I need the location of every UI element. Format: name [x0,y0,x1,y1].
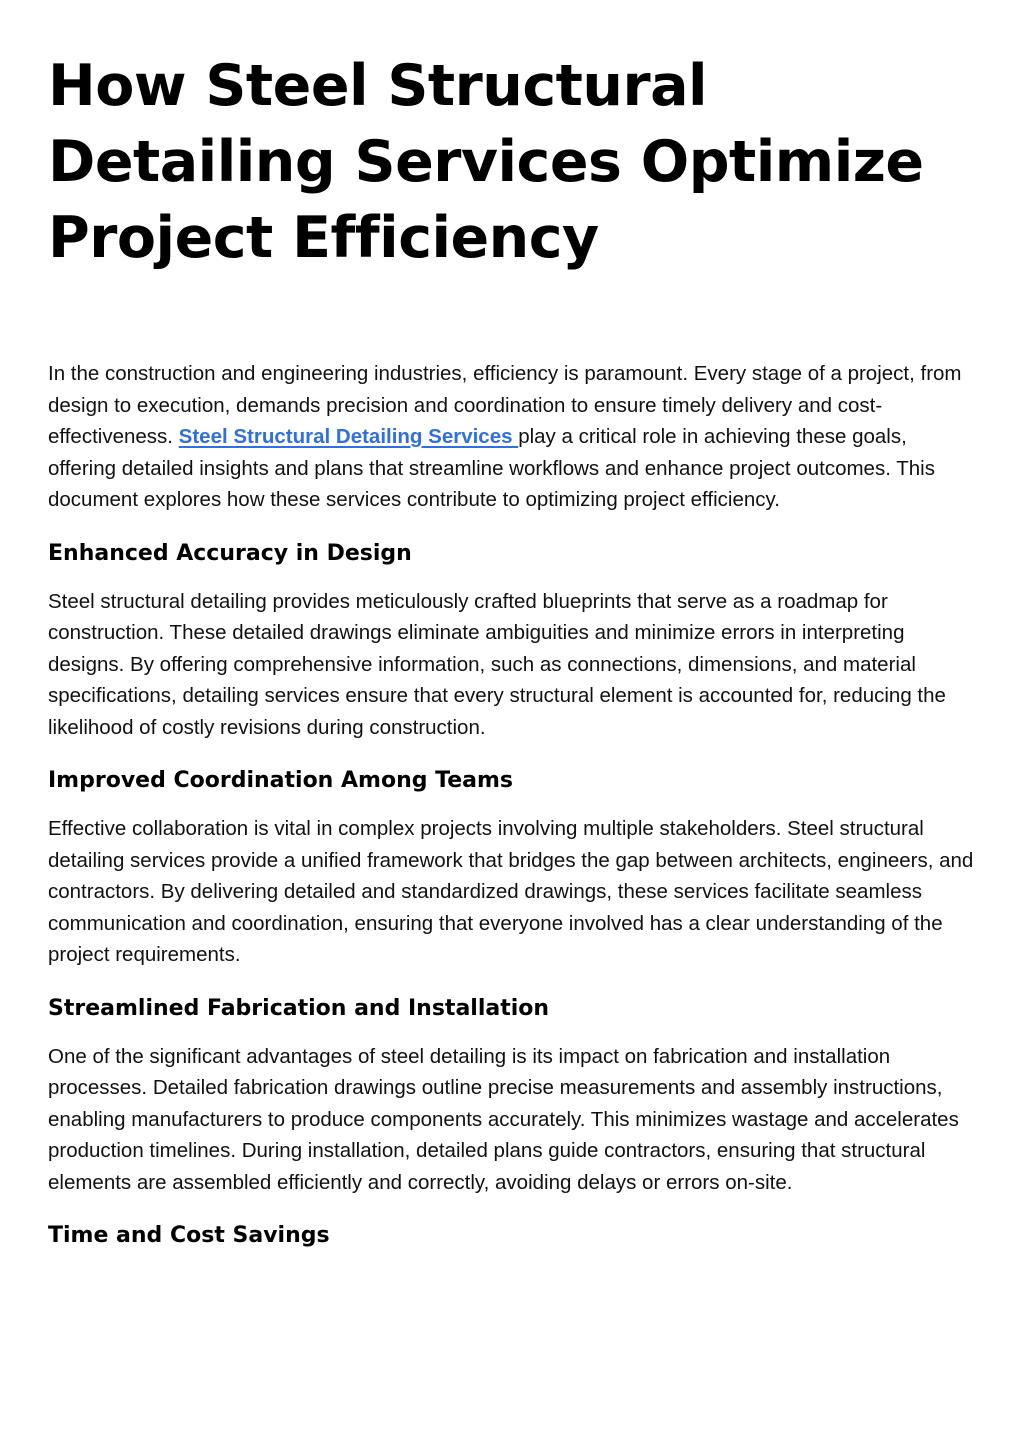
section-heading-time-cost: Time and Cost Savings [48,1223,330,1248]
section-heading-coordination: Improved Coordination Among Teams [48,768,514,793]
steel-detailing-services-link[interactable]: Steel Structural Detailing Services [178,425,519,448]
intro-text-before-link: In the construction and engineering industries, efficiency is paramount. Every stage of a project, from design to execution, demands precision and coordination to ensure timely delivery and cost-effectiveness. [48,362,962,448]
intro-paragraph [48,358,978,516]
document-title: How Steel Structural Detailing Services Optimize Project Efficiency [48,53,924,271]
section-heading-accuracy: Enhanced Accuracy in Design [48,540,412,566]
section-body-accuracy: Steel structural detailing provides meticulously crafted blueprints that serve as a roadmap for construction. These detailed drawings eliminate ambiguities and minimize errors in interpreting designs. By offering comprehensive information, such as connections, dimensions, and material specifications, detailing services ensure that every structural element is accounted for, reducing the likelihood of costly revisions during construction. [48,589,946,739]
section-body-coordination: Effective collaboration is vital in complex projects involving multiple stakeholders. Steel structural detailing services provide a unified framework that bridges the gap between architects, engineers, and contractors. By delivering detailed and standardized drawings, these services facilitate seamless communication and coordination, ensuring that everyone involved has a clear understanding of the project requirements. [48,817,974,966]
intro-text-after-link: play a critical role in achieving these goals, offering detailed insights and plans that streamline workflows and enhance project outcomes. This document explores how these services contribute to optimizing project efficiency. [48,425,935,511]
document-page [48,0,978,1254]
section-heading-fabrication: Streamlined Fabrication and Installation [48,995,550,1021]
section-body-fabrication: One of the significant advantages of steel detailing is its impact on fabrication and installation processes. Detailed fabrication drawings outline precise measurements and assembly instructions, enabling manufacturers to produce components accurately. This minimizes wastage and accelerates production timelines. During installation, detailed plans guide contractors, ensuring that structural elements are assembled efficiently and correctly, avoiding delays or errors on-site. [48,1044,959,1194]
